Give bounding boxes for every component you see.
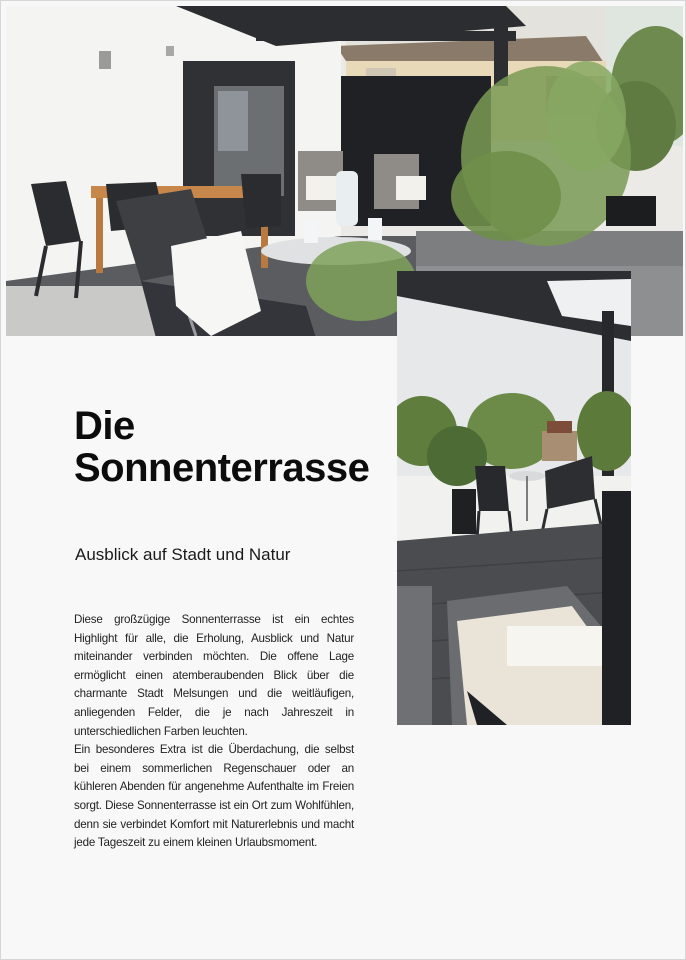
side-photo-illustration [397,271,631,725]
page-title-line-1: Die [74,404,135,448]
page-title-line-2: Sonnenterrasse [74,446,370,490]
side-photo-terrace-view [397,271,631,725]
page-subtitle: Ausblick auf Stadt und Natur [75,545,291,564]
body-paragraph-2: Ein besonderes Extra ist die Überdachung, die selbst bei einem sommerlichen Regenschauer oder an kühleren Abenden für angenehme Aufenthalte im Freien sorgt. Diese Sonnenterrasse ist ein Ort zum Wohlfühlen, denn sie verbindet Komfort mit Naturerlebnis und macht jede Tageszeit zu einem kleinen Urlaubsmoment. [74,743,354,850]
body-text [74,611,354,853]
body-paragraph-1: Diese großzügige Sonnenterrasse ist ein echtes Highlight für alle, die Erholung, Ausblick und Natur miteinander verbinden möchten. Die offene Lage ermöglicht einen atemberaubenden Blick über die charmante Stadt Melsungen und die weitläufigen, anliegenden Felder, die je nach Jahreszeit in unterschiedlichen Farben leuchten. [74,613,354,738]
page-title [74,405,404,489]
